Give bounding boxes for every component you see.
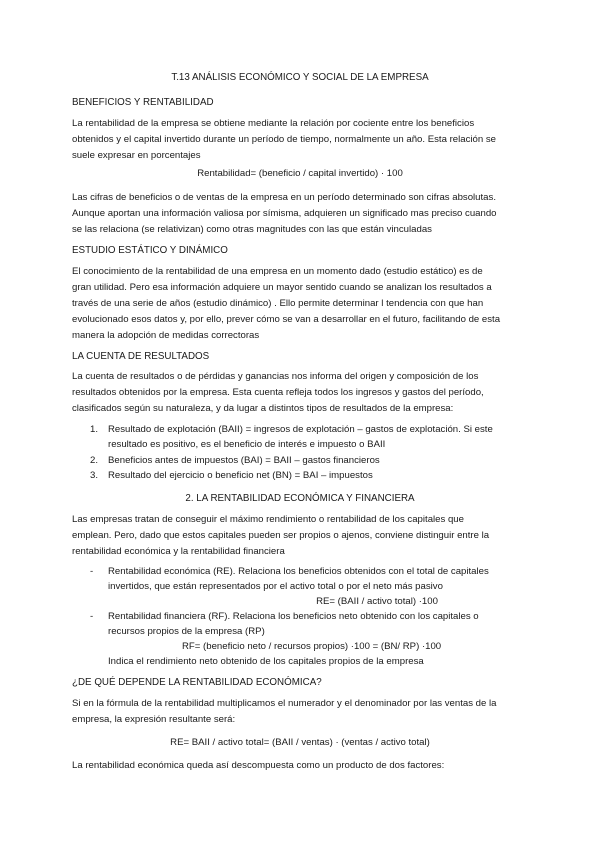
paragraph-line: obtenidos y el capital invertido durante un período de tiempo, normalmente un año. Esta relación se (72, 134, 496, 145)
paragraph-line: La rentabilidad de la empresa se obtiene mediante la relación por cociente entre los beneficios (72, 118, 475, 129)
paragraph-line: Las empresas tratan de conseguir el máximo rendimiento o rentabilidad de los capitales que (72, 514, 464, 525)
paragraph-line: resultados obtenidos por la empresa. Esta cuenta refleja todos los ingresos y gastos del período, (72, 387, 484, 398)
paragraph-line: empresa, la expresión resultante será: (72, 714, 236, 725)
paragraph-line: Si en la fórmula de la rentabilidad multiplicamos el numerador y el denominador por las ventas de la (72, 698, 497, 709)
bullet-line: Rentabilidad financiera (RF). Relaciona los beneficios neto obtenido con los capitales o (108, 611, 479, 622)
paragraph-line: El conocimiento de la rentabilidad de una empresa en un momento dado (estudio estático) es de (72, 266, 483, 277)
list-item-line: Resultado de explotación (BAII) = ingresos de explotación – gastos de explotación. Si este (108, 424, 493, 435)
bullet-line: Indica el rendimiento neto obtenido de los capitales propios de la empresa (108, 656, 424, 667)
heading-depende-rentabilidad: ¿DE QUÉ DEPENDE LA RENTABILIDAD ECONÓMICA? (72, 677, 322, 688)
paragraph-line: Aunque aportan una información valiosa por símisma, adquieren un significado mas preciso cuando (72, 208, 497, 219)
formula-rf: RF= (beneficio neto / recursos propios) ·100 = (BN/ RP) ·100 (182, 641, 442, 652)
paragraph-line: manera la adopción de medidas correctoras (72, 330, 260, 341)
list-item-line: resultado es positivo, es el beneficio de interés e impuesto o BAII (108, 439, 386, 450)
bullet-line: recursos propios de la empresa (RP) (108, 626, 265, 637)
paragraph-line: suele expresar en porcentajes (72, 150, 201, 161)
bullet-line: invertidos, que están representados por el activo total o por el neto más pasivo (108, 581, 443, 592)
list-number: 1. (90, 424, 99, 435)
paragraph-line: Las cifras de beneficios o de ventas de la empresa en un período determinado son cifras absolutas. (72, 192, 496, 203)
formula-re-descompuesta: RE= BAII / activo total= (BAII / ventas) · (ventas / activo total) (170, 737, 430, 748)
paragraph-line: clasificados según su naturaleza, y da lugar a distintos tipos de resultados de la empresa: (72, 403, 454, 414)
paragraph-line: emplean. Pero, dado que estos capitales pueden ser propios o ajenos, conviene distinguir entre la (72, 530, 490, 541)
heading-cuenta-resultados: LA CUENTA DE RESULTADOS (72, 351, 210, 362)
paragraph-line: través de una serie de años (estudio dinámico) . Ello permite determinar l tendencia con que han (72, 298, 484, 309)
list-number: 2. (90, 455, 99, 466)
formula-rentabilidad: Rentabilidad= (beneficio / capital invertido) · 100 (197, 168, 403, 179)
paragraph-line: rentabilidad económica y la rentabilidad financiera (72, 546, 285, 557)
bullet-dash: - (90, 611, 94, 622)
bullet-line: Rentabilidad económica (RE). Relaciona los beneficios obtenidos con el total de capitales (108, 566, 489, 577)
formula-re: RE= (BAII / activo total) ·100 (316, 596, 438, 607)
document-title: T.13 ANÁLISIS ECONÓMICO Y SOCIAL DE LA EMPRESA (171, 72, 429, 83)
heading-estudio: ESTUDIO ESTÁTICO Y DINÁMICO (72, 245, 228, 256)
list-number: 3. (90, 470, 99, 481)
bullet-dash: - (90, 566, 94, 577)
list-item-line: Beneficios antes de impuestos (BAI) = BAII – gastos financieros (108, 455, 380, 466)
list-item-line: Resultado del ejercicio o beneficio net (BN) = BAI – impuestos (108, 470, 373, 481)
paragraph-line: gran utilidad. Pero esa información adquiere un mayor sentido cuando se analizan los resultados a (72, 282, 492, 293)
paragraph-line: La rentabilidad económica queda así descompuesta como un producto de dos factores: (72, 760, 445, 771)
paragraph-line: se las relaciona (se relativizan) como otras magnitudes con las que están vinculadas (72, 224, 432, 235)
paragraph-line: evolucionado esos datos y, por ello, prever cómo se van a desarrollar en el futuro, facilitando de esta (72, 314, 501, 325)
heading-beneficios: BENEFICIOS Y RENTABILIDAD (72, 97, 214, 108)
paragraph-line: La cuenta de resultados o de pérdidas y ganancias nos informa del origen y composición de los (72, 371, 479, 382)
heading-rentabilidad-economica-financiera: 2. LA RENTABILIDAD ECONÓMICA Y FINANCIERA (185, 493, 415, 504)
